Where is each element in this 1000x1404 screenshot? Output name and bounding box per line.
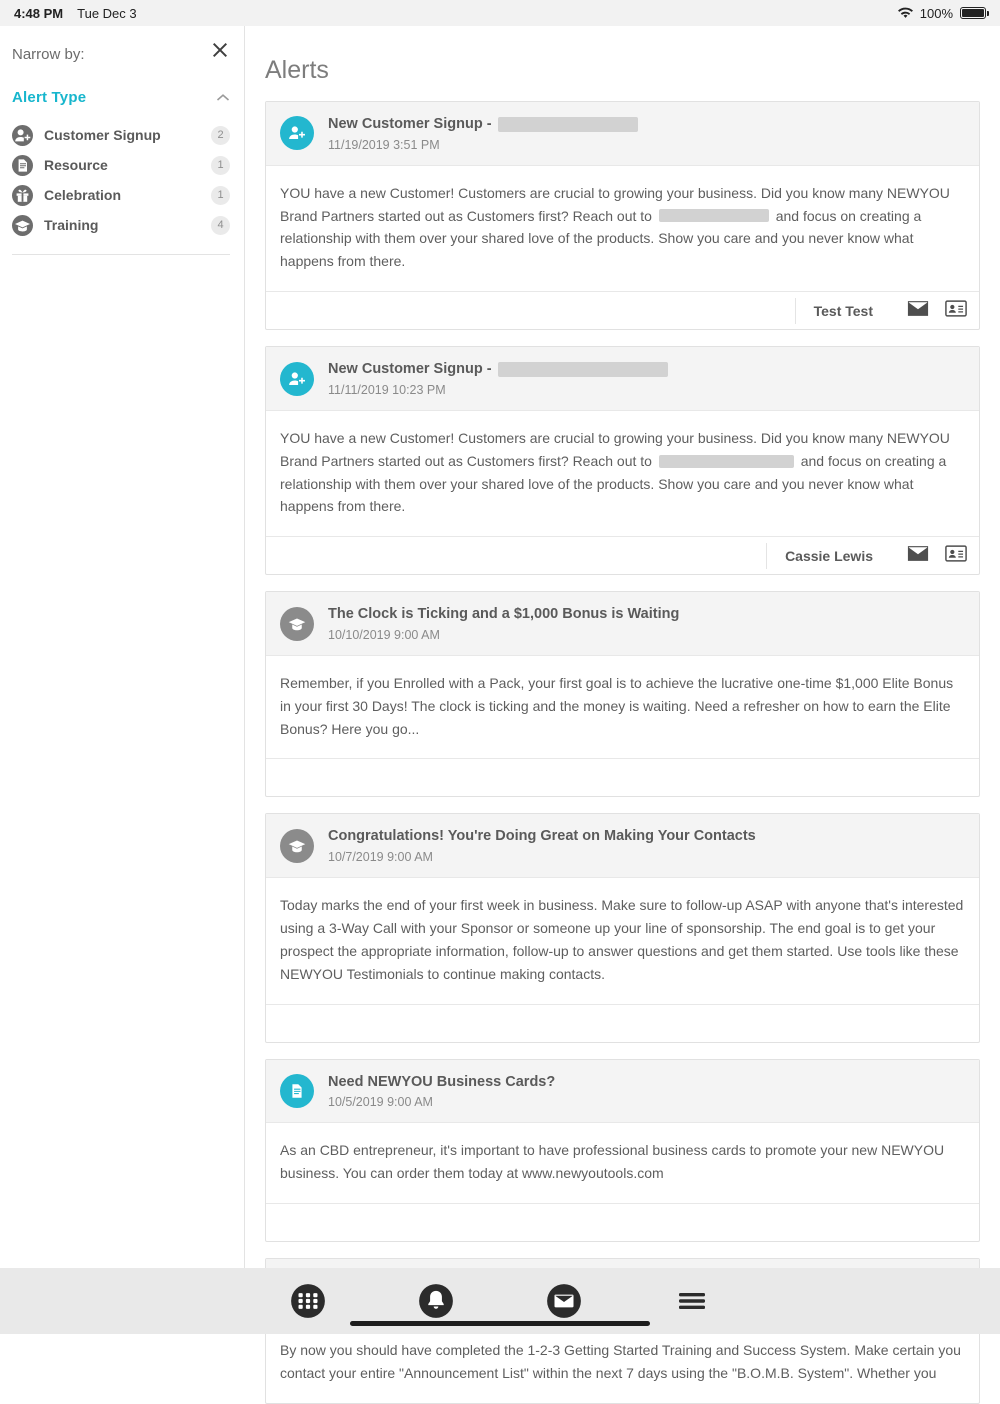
alert-title-text: New Customer Signup - xyxy=(328,361,492,378)
footer-divider xyxy=(795,298,796,324)
person-add-icon xyxy=(280,362,314,396)
sidebar-item-label: Training xyxy=(44,217,99,233)
alert-card-header-text xyxy=(328,827,756,864)
bottom-navigation xyxy=(0,1268,1000,1334)
sidebar-item-count: 4 xyxy=(211,216,230,235)
status-time: 4:48 PM xyxy=(14,5,64,21)
alert-body-part1: As an CBD entrepreneur, it's important to have professional business cards to promote your new NEWYOU business. You can order them today at www.newyoutools.com xyxy=(280,1142,945,1182)
redacted-name xyxy=(659,209,769,222)
filter-list xyxy=(0,120,244,240)
alert-contact-name: Test Test xyxy=(813,302,873,319)
chevron-up-icon[interactable] xyxy=(216,93,230,103)
sidebar-item-label: Customer Signup xyxy=(44,127,161,143)
close-icon[interactable] xyxy=(208,38,232,62)
alert-title-text: Congratulations! You're Doing Great on Making Your Contacts xyxy=(328,828,756,845)
redacted-name xyxy=(498,362,668,377)
alert-card[interactable] xyxy=(265,1059,980,1242)
alert-footer xyxy=(266,1004,979,1042)
alert-footer xyxy=(266,536,979,574)
alert-body-part1: Remember, if you Enrolled with a Pack, your first goal is to achieve the lucrative one-time $1,000 Elite Bonus in your first 30 Days! The clock is ticking and the money is waiting. Need a refresher on how to earn the Elite Bonus? Here you go... xyxy=(280,675,954,737)
hamburger-icon[interactable] xyxy=(672,1281,712,1321)
alert-body-part1: Today marks the end of your first week in business. Make sure to follow-up ASAP with anyone that's interested using a 3-Way Call with your Sponsor or someone up your line of sponsorship. The end goal is to get your prospect the appropriate information, follow-up to answer questions and get them started. Use tools like these NEWYOU Testimonials to continue making contacts. xyxy=(280,897,964,982)
alert-footer xyxy=(266,291,979,329)
person-add-icon xyxy=(12,125,33,146)
sidebar-item-label: Resource xyxy=(44,157,108,173)
gift-icon xyxy=(12,185,33,206)
page-title: Alerts xyxy=(265,56,329,84)
alert-title-text: Need NEWYOU Business Cards? xyxy=(328,1073,556,1090)
bell-icon[interactable] xyxy=(416,1281,456,1321)
redacted-name xyxy=(498,117,638,132)
alert-date: 11/11/2019 10:23 PM xyxy=(328,382,446,397)
alert-card-header xyxy=(266,102,979,165)
alert-title-text: The Clock is Ticking and a $1,000 Bonus is Waiting xyxy=(328,606,680,623)
status-bar-right xyxy=(898,6,986,21)
alert-body-part1: By now you should have completed the 1-2-3 Getting Started Training and Success System. Make certain you contact your entire "Announcement List" within the next 7 days using the "B.O.M.B. System". Whether you xyxy=(280,1341,961,1381)
alert-card-header xyxy=(266,1060,979,1123)
alert-body-part1: YOU have a new Customer! Customers are crucial to growing your business. Did you know many NEWYOU Brand Partners started out as Customers first? Reach out to xyxy=(280,429,950,469)
alert-date: 11/19/2019 3:51 PM xyxy=(328,137,440,152)
alerts-panel xyxy=(245,26,1000,1381)
sidebar-item-celebration[interactable] xyxy=(12,180,230,210)
contact-card-icon[interactable] xyxy=(945,300,967,322)
sidebar-item-customer-signup[interactable] xyxy=(12,120,230,150)
alert-footer xyxy=(266,1203,979,1241)
sidebar-item-count: 2 xyxy=(211,126,230,145)
alert-body xyxy=(266,877,979,1003)
status-date: Tue Dec 3 xyxy=(77,5,137,21)
grid-icon[interactable] xyxy=(288,1281,328,1321)
alert-date: 10/5/2019 9:00 AM xyxy=(328,1095,433,1110)
status-bar xyxy=(0,0,1000,26)
envelope-icon[interactable] xyxy=(544,1281,584,1321)
person-add-icon xyxy=(280,116,314,150)
alert-card[interactable] xyxy=(265,101,980,330)
alert-card-header xyxy=(266,347,979,410)
alert-footer xyxy=(266,758,979,796)
graduation-cap-icon xyxy=(12,215,33,236)
alert-contact-name: Cassie Lewis xyxy=(785,547,873,564)
sidebar-item-count: 1 xyxy=(211,186,230,205)
filter-group-alert-type[interactable] xyxy=(0,89,244,106)
alert-title xyxy=(328,1073,555,1092)
envelope-icon[interactable] xyxy=(907,300,929,322)
alert-body xyxy=(266,165,979,291)
alert-card-header-text xyxy=(328,605,679,642)
alert-card[interactable] xyxy=(265,346,980,575)
redacted-name xyxy=(659,455,794,468)
app-container xyxy=(0,26,1000,1381)
home-indicator xyxy=(350,1321,650,1326)
filter-group-title: Alert Type xyxy=(12,89,87,106)
alert-card-header-text xyxy=(328,1073,555,1110)
alert-date: 10/10/2019 9:00 AM xyxy=(328,628,440,643)
alert-title xyxy=(328,827,756,846)
contact-card-icon[interactable] xyxy=(945,545,967,567)
narrow-by-label: Narrow by: xyxy=(12,46,85,63)
sidebar-item-count: 1 xyxy=(211,156,230,175)
alert-body-part1: YOU have a new Customer! Customers are crucial to growing your business. Did you know many NEWYOU Brand Partners started out as Customers first? Reach out to xyxy=(280,184,950,224)
alert-date: 10/7/2019 9:00 AM xyxy=(328,850,433,865)
wifi-icon xyxy=(898,7,913,19)
alert-body xyxy=(266,410,979,536)
alert-body-part2: and focus on creating a relationship with them over your shared love of the products. Show you care and you never know what happens from there. xyxy=(280,452,947,515)
alert-card-header-text xyxy=(328,115,638,152)
alert-body-part2: and focus on creating a relationship with them over your shared love of the products. Show you care and you never know what happens from there. xyxy=(280,207,922,270)
alert-body xyxy=(266,1122,979,1203)
alert-title xyxy=(328,360,668,379)
sidebar-divider xyxy=(12,254,230,255)
battery-icon xyxy=(960,7,986,19)
graduation-cap-icon xyxy=(280,607,314,641)
document-icon xyxy=(280,1074,314,1108)
sidebar-item-training[interactable] xyxy=(12,210,230,240)
document-icon xyxy=(12,155,33,176)
alert-title-text: New Customer Signup - xyxy=(328,116,492,132)
envelope-icon[interactable] xyxy=(907,545,929,567)
status-bar-left xyxy=(14,6,137,21)
graduation-cap-icon xyxy=(280,829,314,863)
alert-card-header-text xyxy=(328,360,668,397)
filter-sidebar xyxy=(0,26,245,1268)
alert-card-header xyxy=(266,814,979,877)
battery-percent-label: 100% xyxy=(919,5,953,21)
footer-divider xyxy=(766,543,767,569)
narrow-by-header xyxy=(0,26,244,63)
alert-card[interactable] xyxy=(265,813,980,1042)
alert-title xyxy=(328,605,679,624)
alert-title xyxy=(328,115,638,134)
alert-card[interactable] xyxy=(265,591,980,797)
sidebar-item-resource[interactable] xyxy=(12,150,230,180)
alert-card-header xyxy=(266,592,979,655)
alert-body xyxy=(266,655,979,758)
sidebar-item-label: Celebration xyxy=(44,187,122,203)
